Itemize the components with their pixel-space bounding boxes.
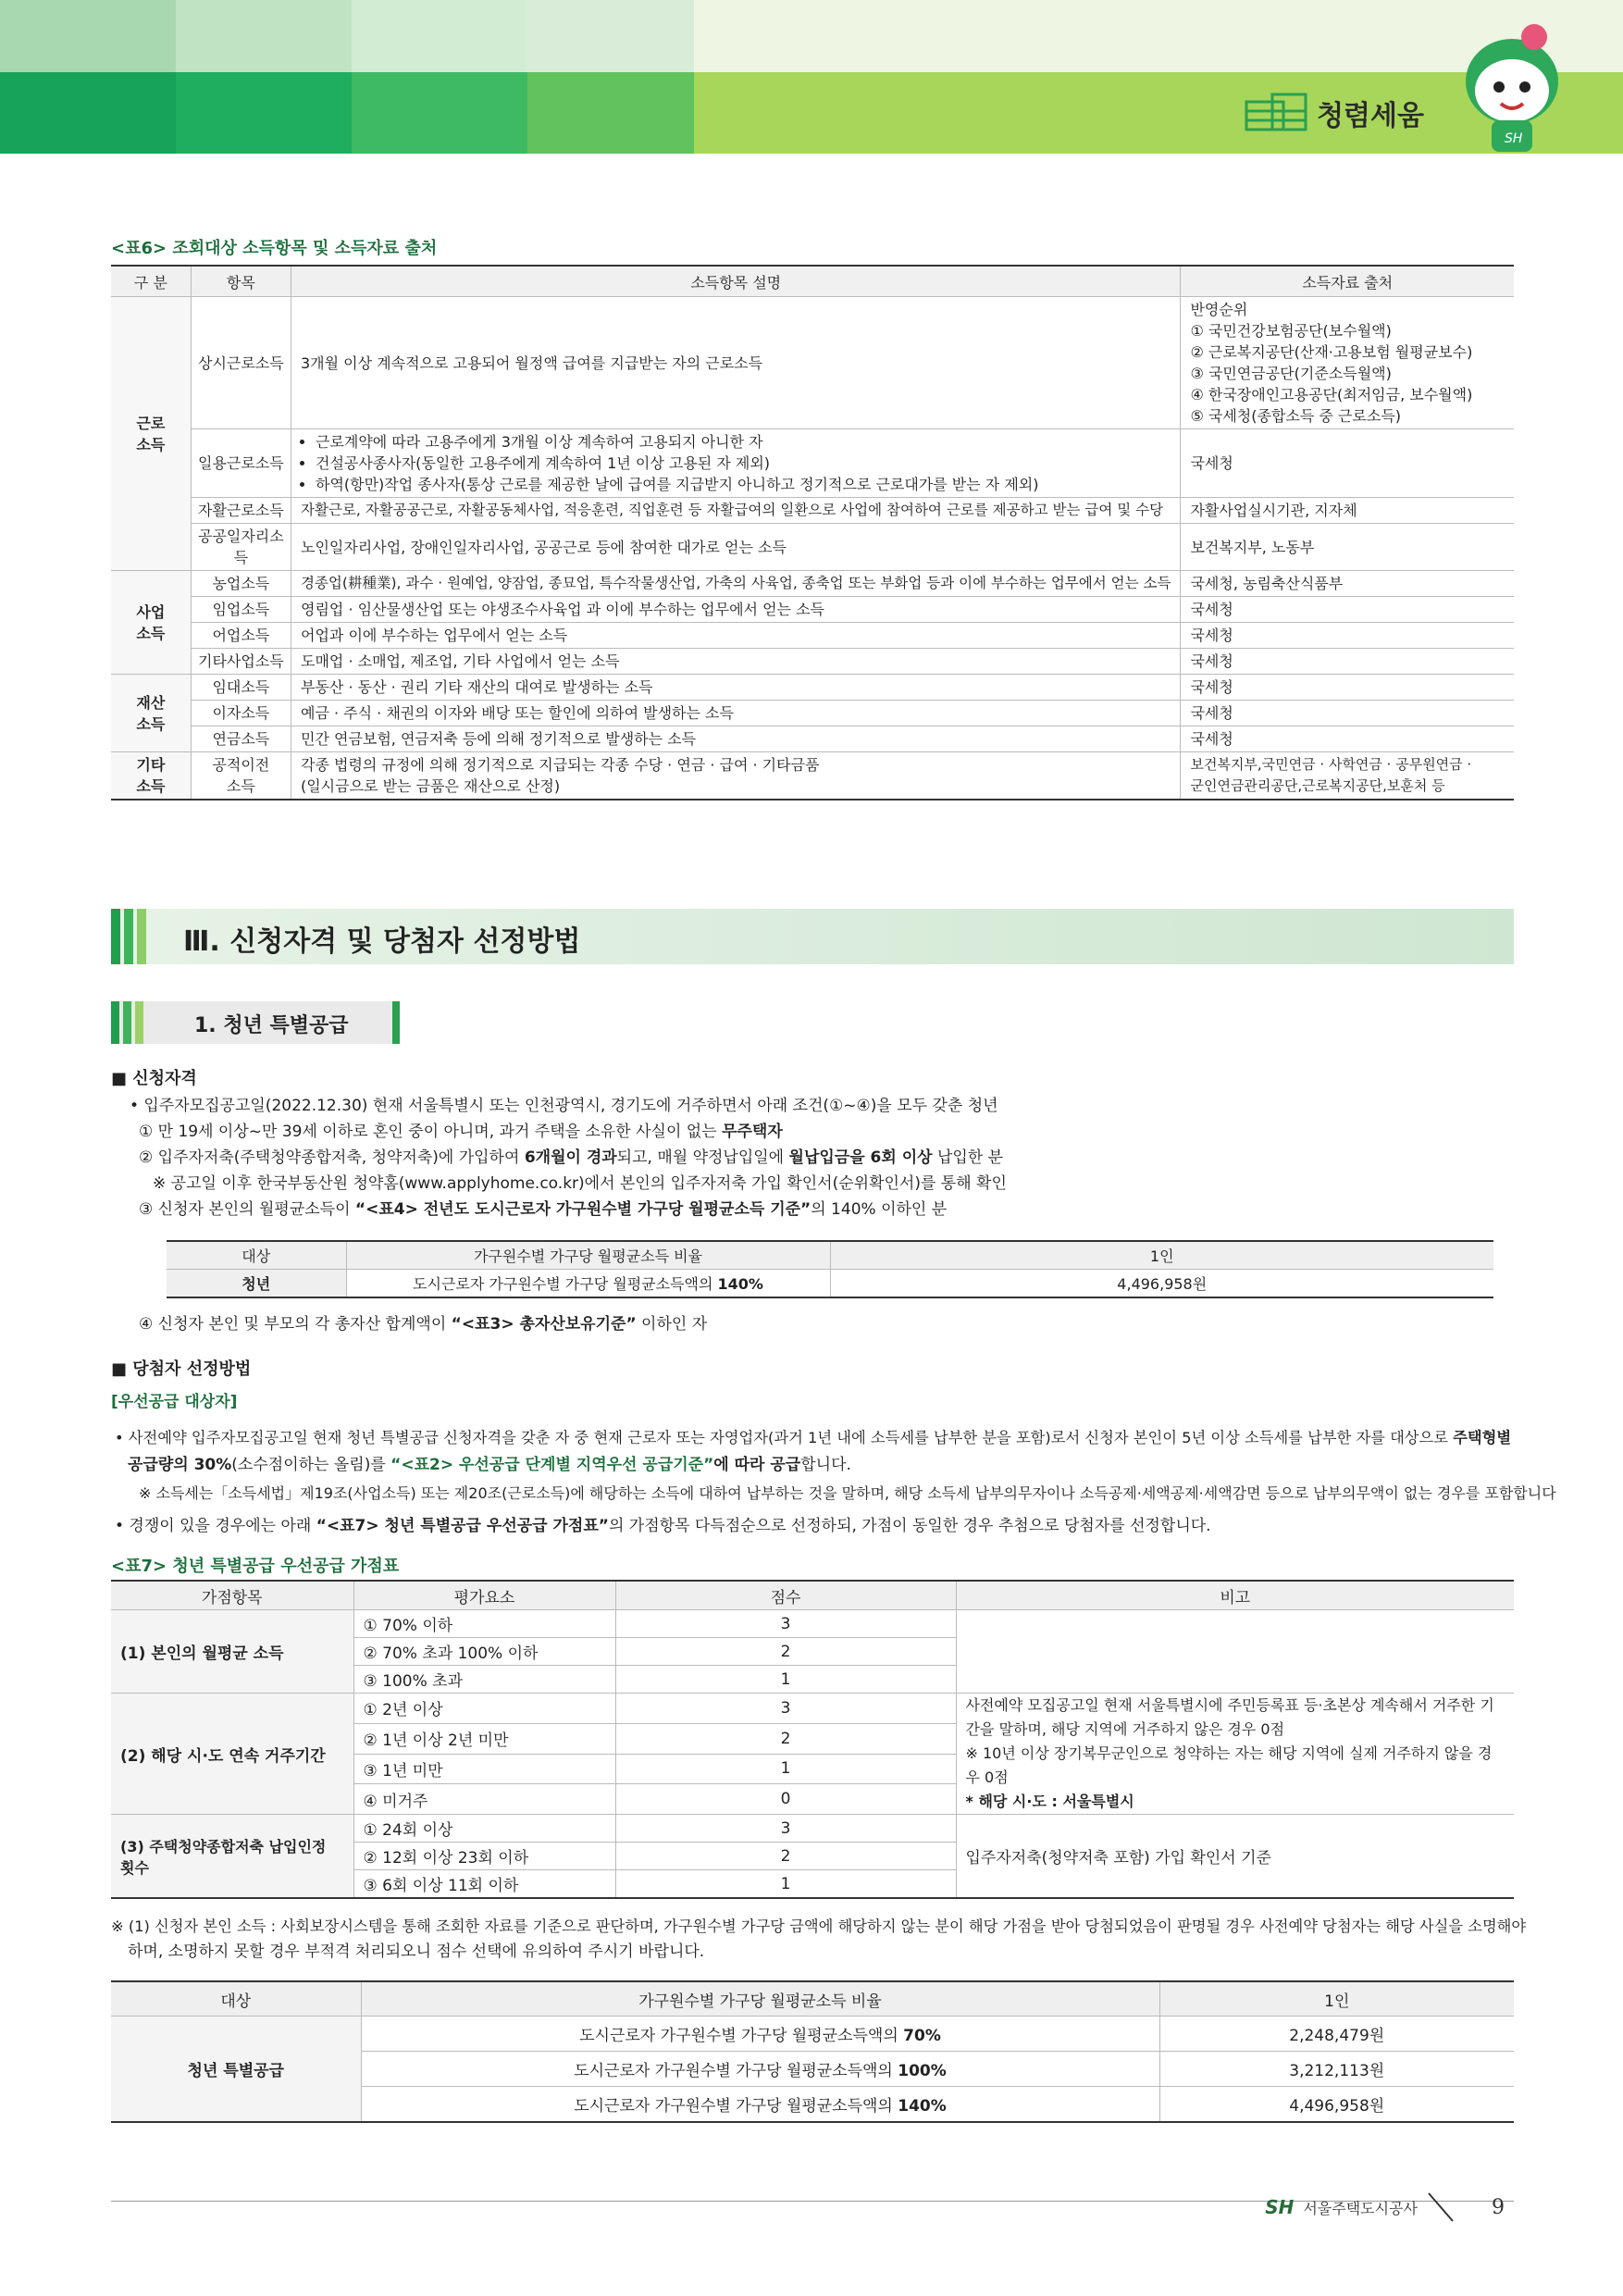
income-ratio-table [167, 1240, 1493, 1298]
criteria-cell: ② 12회 이상 23회 이하 [353, 1843, 615, 1870]
target-cell: 청년 [167, 1270, 346, 1298]
source-cell: 국세청 [1181, 675, 1514, 701]
source-line: ⑤ 국세청(종합소득 중 근로소득) [1190, 407, 1402, 425]
source-cell: 자활사업실시기관, 지자체 [1181, 498, 1514, 524]
source-cell: 국세청, 농림축산식품부 [1181, 571, 1514, 597]
points-cell: 3 [615, 1610, 956, 1638]
col-criteria: 평가요소 [353, 1581, 615, 1610]
remark-line: ※ 10년 이상 장기복무군인으로 청약하는 자는 해당 지역에 실제 거주하지 않을 경우 0점 [965, 1744, 1493, 1786]
source-line: ④ 한국장애인고용공단(최저임금, 보수월액) [1190, 386, 1473, 403]
criteria-cell: ③ 100% 초과 [353, 1666, 615, 1694]
remarks-cell [956, 1694, 1514, 1815]
org-name: 서울주택도시공사 [1303, 2199, 1418, 2217]
item-cell: 임업소득 [191, 597, 291, 623]
selection-line: • 사전예약 입주자모집공고일 현재 청년 특별공급 신청자격을 갖춘 자 중 현재 근로자 또는 자영업자(과거 1년 내에 소득세를 납부한 분을 포함)로서 신청자 본인이 5년 이상 소득세를 납부한 자를 대상으로 주택형별 [115, 1429, 1512, 1446]
col-category: 구 분 [111, 266, 191, 297]
item-cell: 농업소득 [191, 571, 291, 597]
priority-label: [우선공급 대상자] [111, 1393, 238, 1411]
remark-line: * 해당 시·도 : 서울특별시 [965, 1793, 1134, 1810]
subsection-title: 1. 청년 특별공급 [194, 1014, 349, 1037]
col-points: 점수 [615, 1581, 956, 1610]
desc-cell: 각종 법령의 규정에 의해 정기적으로 지급되는 각종 수당 · 연금 · 급여 · 기타금품 (일시금으로 받는 금품은 재산으로 산정) [291, 752, 1180, 800]
category-other: 기타 소득 [111, 752, 191, 800]
eligibility-line: ④ 신청자 본인 및 부모의 각 총자산 합계액이 “<표3> 총자산보유기준” 이하인 자 [139, 1315, 708, 1334]
table7-caption: <표7> 청년 특별공급 우선공급 가점표 [111, 1557, 400, 1576]
amount-cell: 2,248,479원 [1159, 2017, 1514, 2052]
selection-note: ※ 소득세는「소득세법」제19조(사업소득) 또는 제20조(근로소득)에 해당하는 소득에 대하여 납부하는 것을 말하며, 해당 소득세 납부의무자이나 소득공제·세액공제·세액감면 등으로 납부의무액이 없는 경우를 포함합니다 [139, 1484, 1556, 1502]
item-cell: 공공일자리소득 [191, 524, 291, 571]
score-group: (2) 해당 시·도 연속 거주기간 [111, 1694, 353, 1815]
amount-cell: 3,212,113원 [1159, 2052, 1514, 2087]
brand-text: 청렴세움 [1317, 100, 1424, 132]
eligibility-line: ③ 신청자 본인의 월평균소득이 “<표4> 전년도 도시근로자 가구원수별 가구당 월평균소득 기준”의 140% 이하인 분 [139, 1200, 948, 1219]
eligibility-line: ① 만 19세 이상~만 39세 이하로 혼인 중이 아니며, 과거 주택을 소유한 사실이 없는 무주택자 [139, 1123, 783, 1141]
desc-cell: 노인일자리사업, 장애인일자리사업, 공공근로 등에 참여한 대가로 얻는 소득 [291, 524, 1180, 571]
desc-cell: 영림업 · 임산물생산업 또는 야생조수사육업 과 이에 부수하는 업무에서 얻는 소득 [291, 597, 1180, 623]
score-group: (3) 주택청약종합저축 납입인정 횟수 [111, 1815, 353, 1899]
points-cell: 1 [615, 1754, 956, 1784]
source-cell: 보건복지부, 노동부 [1181, 524, 1514, 571]
source-cell: 국세청 [1181, 726, 1514, 752]
points-cell: 0 [615, 1784, 956, 1815]
source-cell: 국세청 [1181, 623, 1514, 649]
selection-line: • 경쟁이 있을 경우에는 아래 “<표7> 청년 특별공급 우선공급 가점표”의 가점항목 다득점순으로 선정하되, 가점이 동일한 경우 추첨으로 당첨자를 선정합니다. [115, 1517, 1211, 1535]
source-cell: 국세청 [1181, 429, 1514, 498]
points-cell: 1 [615, 1666, 956, 1694]
sh-logo: SH [1265, 2196, 1295, 2218]
col-ratio: 가구원수별 가구당 월평균소득 비율 [346, 1241, 830, 1270]
col-remarks: 비고 [956, 1581, 1514, 1610]
criteria-cell: ② 1년 이상 2년 미만 [353, 1723, 615, 1754]
page-header [0, 0, 1623, 154]
desc-cell: 자활근로, 자활공공근로, 자활공동체사업, 적응훈련, 직업훈련 등 자활급여의 일환으로 사업에 참여하여 근로를 제공하고 받는 급여 및 수당 [291, 498, 1180, 524]
eligibility-heading: ■ 신청자격 [111, 1069, 197, 1088]
category-labor: 근로 소득 [111, 297, 191, 571]
category-property: 재산 소득 [111, 675, 191, 752]
item-cell: 이자소득 [191, 701, 291, 726]
brand-logo [1245, 93, 1424, 133]
section-title: Ⅲ. 신청자격 및 당첨자 선정방법 [183, 925, 581, 958]
desc-bullet: • 하역(항만)작업 종사자(통상 근로를 제공한 날에 급여를 지급받지 아니하고 정기적으로 근로대가를 받는 자 제외) [316, 474, 1171, 495]
item-cell: 임대소득 [191, 675, 291, 701]
item-cell: 자활근로소득 [191, 498, 291, 524]
selection-line: 공급량의 30%(소수점이하는 올림)를 “<표2> 우선공급 단계별 지역우선 공급기준”에 따라 공급합니다. [128, 1456, 851, 1474]
item-cell: 공적이전 소득 [191, 752, 291, 800]
item-cell: 어업소득 [191, 623, 291, 649]
category-business: 사업 소득 [111, 571, 191, 675]
slash-divider-icon [1427, 2191, 1455, 2223]
item-cell: 상시근로소득 [191, 297, 291, 429]
priority-score-table [111, 1580, 1514, 1899]
item-cell: 기타사업소득 [191, 649, 291, 675]
desc-cell: 도매업 · 소매업, 제조업, 기타 사업에서 얻는 소득 [291, 649, 1180, 675]
col-source: 소득자료 출처 [1181, 266, 1514, 297]
amount-cell: 4,496,958원 [1159, 2087, 1514, 2123]
source-line: 반영순위 [1190, 301, 1248, 318]
subsection-banner [111, 1001, 400, 1044]
youth-income-table [111, 1980, 1514, 2123]
points-cell: 1 [615, 1870, 956, 1899]
source-cell: 보건복지부,국민연금 · 사학연금 · 공무원연금 · 군인연금관리공단,근로복지공단,보훈처 등 [1181, 752, 1514, 800]
criteria-cell: ④ 미거주 [353, 1784, 615, 1815]
item-cell: 연금소득 [191, 726, 291, 752]
svg-text:SH: SH [1505, 131, 1523, 146]
desc-cell: 어업과 이에 부수하는 업무에서 얻는 소득 [291, 623, 1180, 649]
desc-cell: 민간 연금보험, 연금저축 등에 의해 정기적으로 발생하는 소득 [291, 726, 1180, 752]
col-score-item: 가점항목 [111, 1581, 353, 1610]
eligibility-line: ② 입주자저축(주택청약종합저축, 청약저축)에 가입하여 6개월이 경과되고, 매월 약정납입일에 월납입금을 6회 이상 납입한 분 [139, 1148, 1004, 1167]
footnote-line: ※ (1) 신청자 본인 소득 : 사회보장시스템을 통해 조회한 자료를 기준으로 판단하며, 가구원수별 가구당 금액에 해당하지 않는 분이 해당 가점을 받아 당첨되었음이 판명될 경우 사전예약 당첨자는 해당 사실을 소명해야 [111, 1917, 1527, 1935]
table6-caption: <표6> 조회대상 소득항목 및 소득자료 출처 [111, 239, 438, 258]
col-ratio: 가구원수별 가구당 월평균소득 비율 [361, 1981, 1159, 2017]
source-line: ③ 국민연금공단(기준소득월액) [1190, 365, 1392, 382]
source-line: ② 근로복지공단(산재·고용보험 월평균보수) [1190, 343, 1473, 361]
desc-bullet: • 건설공사종사자(동일한 고용주에게 계속하여 1년 이상 고용된 자 제외) [316, 453, 1171, 474]
desc-cell: 경종업(耕種業), 과수 · 원예업, 양잠업, 종묘업, 특수작물생산업, 가축의 사육업, 종축업 또는 부화업 등과 이에 부수하는 업무에서 얻는 소득 [291, 571, 1180, 597]
desc-cell [291, 429, 1180, 498]
page-number: 9 [1492, 2195, 1505, 2219]
criteria-cell: ① 2년 이상 [353, 1694, 615, 1724]
desc-bullet: • 근로계약에 따라 고용주에게 3개월 이상 계속하여 고용되지 아니한 자 [316, 431, 1171, 453]
ratio-cell: 도시근로자 가구원수별 가구당 월평균소득액의 140% [361, 2087, 1159, 2123]
col-item: 항목 [191, 266, 291, 297]
points-cell: 2 [615, 1638, 956, 1666]
points-cell: 3 [615, 1694, 956, 1724]
amount-cell: 4,496,958원 [830, 1270, 1493, 1298]
remark-line: 사전예약 모집공고일 현재 서울특별시에 주민등록표 등·초본상 계속해서 거주한 기간을 말하며, 해당 지역에 거주하지 않은 경우 0점 [965, 1696, 1494, 1738]
col-one-person: 1인 [1159, 1981, 1514, 2017]
source-cell: 국세청 [1181, 701, 1514, 726]
criteria-cell: ① 70% 이하 [353, 1610, 615, 1638]
eligibility-note: ※ 공고일 이후 한국부동산원 청약홈(www.applyhome.co.kr)에서 본인의 입주자저축 가입 확인서(순위확인서)를 통해 확인 [153, 1174, 1007, 1193]
source-line: ① 국민건강보험공단(보수월액) [1190, 322, 1392, 340]
page-footer [1265, 2191, 1505, 2223]
col-target: 대상 [111, 1981, 361, 2017]
income-source-table [111, 265, 1514, 800]
source-cell: 국세청 [1181, 597, 1514, 623]
criteria-cell: ① 24회 이상 [353, 1815, 615, 1843]
ratio-cell: 도시근로자 가구원수별 가구당 월평균소득액의 140% [346, 1270, 830, 1298]
criteria-cell: ② 70% 초과 100% 이하 [353, 1638, 615, 1666]
col-target: 대상 [167, 1241, 346, 1270]
points-cell: 3 [615, 1815, 956, 1843]
col-one-person: 1인 [830, 1241, 1493, 1270]
mascot-icon [1456, 17, 1567, 155]
footnote-line: 하며, 소명하지 못할 경우 부적격 처리되오니 점수 선택에 유의하여 주시기 바랍니다. [128, 1942, 705, 1961]
target-cell: 청년 특별공급 [111, 2017, 361, 2123]
desc-cell: 예금 · 주식 · 채권의 이자와 배당 또는 할인에 의하여 발생하는 소득 [291, 701, 1180, 726]
remarks-cell [956, 1610, 1514, 1694]
section-banner [111, 909, 1514, 964]
points-cell: 2 [615, 1723, 956, 1754]
source-cell [1181, 297, 1514, 429]
score-group: (1) 본인의 월평균 소득 [111, 1610, 353, 1694]
col-description: 소득항목 설명 [291, 266, 1180, 297]
ratio-cell: 도시근로자 가구원수별 가구당 월평균소득액의 70% [361, 2017, 1159, 2052]
points-cell: 2 [615, 1843, 956, 1870]
eligibility-line: • 입주자모집공고일(2022.12.30) 현재 서울특별시 또는 인천광역시, 경기도에 거주하면서 아래 조건(①~④)을 모두 갖춘 청년 [130, 1097, 998, 1115]
ratio-cell: 도시근로자 가구원수별 가구당 월평균소득액의 100% [361, 2052, 1159, 2087]
criteria-cell: ③ 6회 이상 11회 이하 [353, 1870, 615, 1899]
criteria-cell: ③ 1년 미만 [353, 1754, 615, 1784]
remarks-cell: 입주자저축(청약저축 포함) 가입 확인서 기준 [956, 1815, 1514, 1899]
item-cell: 일용근로소득 [191, 429, 291, 498]
selection-heading: ■ 당첨자 선정방법 [111, 1359, 252, 1379]
desc-cell: 3개월 이상 계속적으로 고용되어 월정액 급여를 지급받는 자의 근로소득 [291, 297, 1180, 429]
building-icon [1245, 93, 1309, 133]
desc-cell: 부동산 · 동산 · 권리 기타 재산의 대여로 발생하는 소득 [291, 675, 1180, 701]
source-cell: 국세청 [1181, 649, 1514, 675]
